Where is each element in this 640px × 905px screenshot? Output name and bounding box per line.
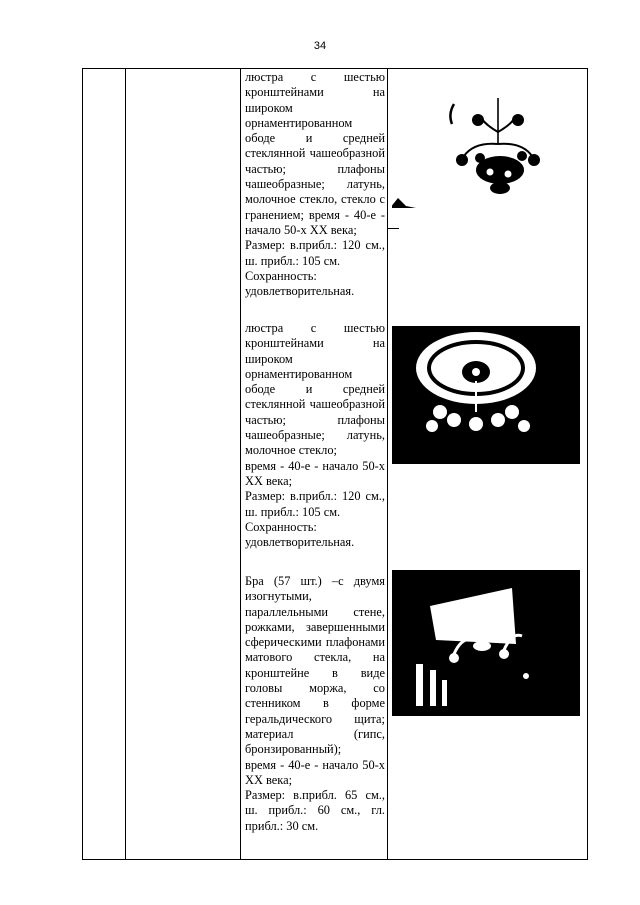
- item-size: Размер: в.прибл.: 120 см., ш. прибл.: 105 см.: [245, 238, 385, 268]
- item-description: [245, 70, 385, 299]
- wall-sconce-photo: [392, 570, 580, 721]
- column-divider: [387, 68, 388, 860]
- item-size: Размер: в.прибл. 65 см., ш. прибл.: 60 см., гл. прибл.: 30 см.: [245, 788, 385, 833]
- inventory-table: [82, 68, 587, 860]
- column-divider: [240, 68, 241, 860]
- table-bottom-border: [82, 859, 588, 860]
- item-description: [245, 321, 385, 550]
- column-divider: [82, 68, 83, 860]
- column-divider: [125, 68, 126, 860]
- item-description-text: люстра с шестью кронштейнами на широком орнаментированном ободе и средней стеклянной чашеобразной частью; плафоны чашеобразные; латунь, молочное стекло, стекло с гранением; время - 40-е - начало 50-х XX века;: [245, 70, 385, 237]
- column-divider: [587, 68, 588, 860]
- page-number: 34: [313, 40, 327, 52]
- item-date: время - 40-е - начало 50-х XX века;: [245, 757, 385, 787]
- table-top-border: [82, 68, 588, 69]
- item-description-text: Бра (57 шт.) –с двумя изогнутыми, параллельными стене, рожками, завершенными сферическими плафонами матового стекла, на кронштейне в виде головы моржа, со стенником в форме геральдического щита; материал (гипс, бронзированный);: [245, 574, 385, 757]
- item-size: Размер: в.прибл.: 120 см., ш. прибл.: 105 см.: [245, 489, 385, 519]
- item-date: время - 40-е - начало 50-х XX века;: [245, 458, 385, 488]
- ceiling-chandelier-photo: [392, 326, 580, 469]
- item-description: [245, 574, 385, 834]
- item-description-text: люстра с шестью кронштейнами на широком орнаментированном ободе и средней стеклянной чашеобразной частью; плафоны чашеобразные; латунь, молочное стекло;: [245, 321, 385, 458]
- item-condition: Сохранность: удовлетворительная.: [245, 519, 355, 550]
- chandelier-photo: [392, 98, 572, 218]
- item-condition: Сохранность: удовлетворительная.: [245, 268, 355, 299]
- photo-mark: [387, 228, 399, 229]
